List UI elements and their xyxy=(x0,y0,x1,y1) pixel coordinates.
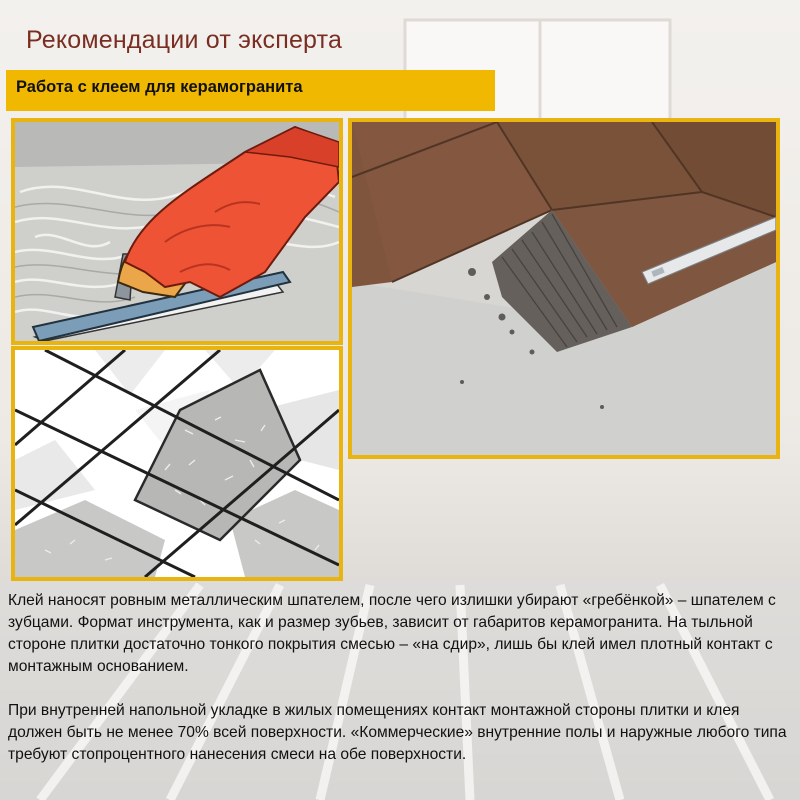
floor-tiling-photo xyxy=(348,118,780,459)
section-title: Работа с клеем для керамогранита xyxy=(16,78,303,96)
trowel-illustration xyxy=(11,118,343,345)
gloved-hand-with-trowel-icon xyxy=(15,122,339,341)
body-paragraph-1: Клей наносят ровным металлическим шпателем, после чего излишки убирают «гребёнкой» – шпателем с зубцами. Формат инструмента, как и размер зубьев, зависит от габаритов керамогранита. На тыльной стороне плитки достаточно тонкого покрытия смесью – «на сдир», лишь бы клей имел плотный контакт с монтажным основанием. xyxy=(8,592,776,675)
tiling-photo-icon xyxy=(352,122,776,455)
section-banner xyxy=(6,70,495,111)
article-body xyxy=(8,590,794,766)
tile-pattern-illustration xyxy=(11,346,343,581)
page-title: Рекомендации от эксперта xyxy=(26,26,343,54)
tile-pattern-icon xyxy=(15,350,339,577)
body-paragraph-2: При внутренней напольной укладке в жилых помещениях контакт монтажной стороны плитки и клея должен быть не менее 70% всей поверхности. «Коммерческие» внутренние полы и наружные любого типа требуют стопроцентного нанесения смеси на обе поверхности. xyxy=(8,702,787,763)
